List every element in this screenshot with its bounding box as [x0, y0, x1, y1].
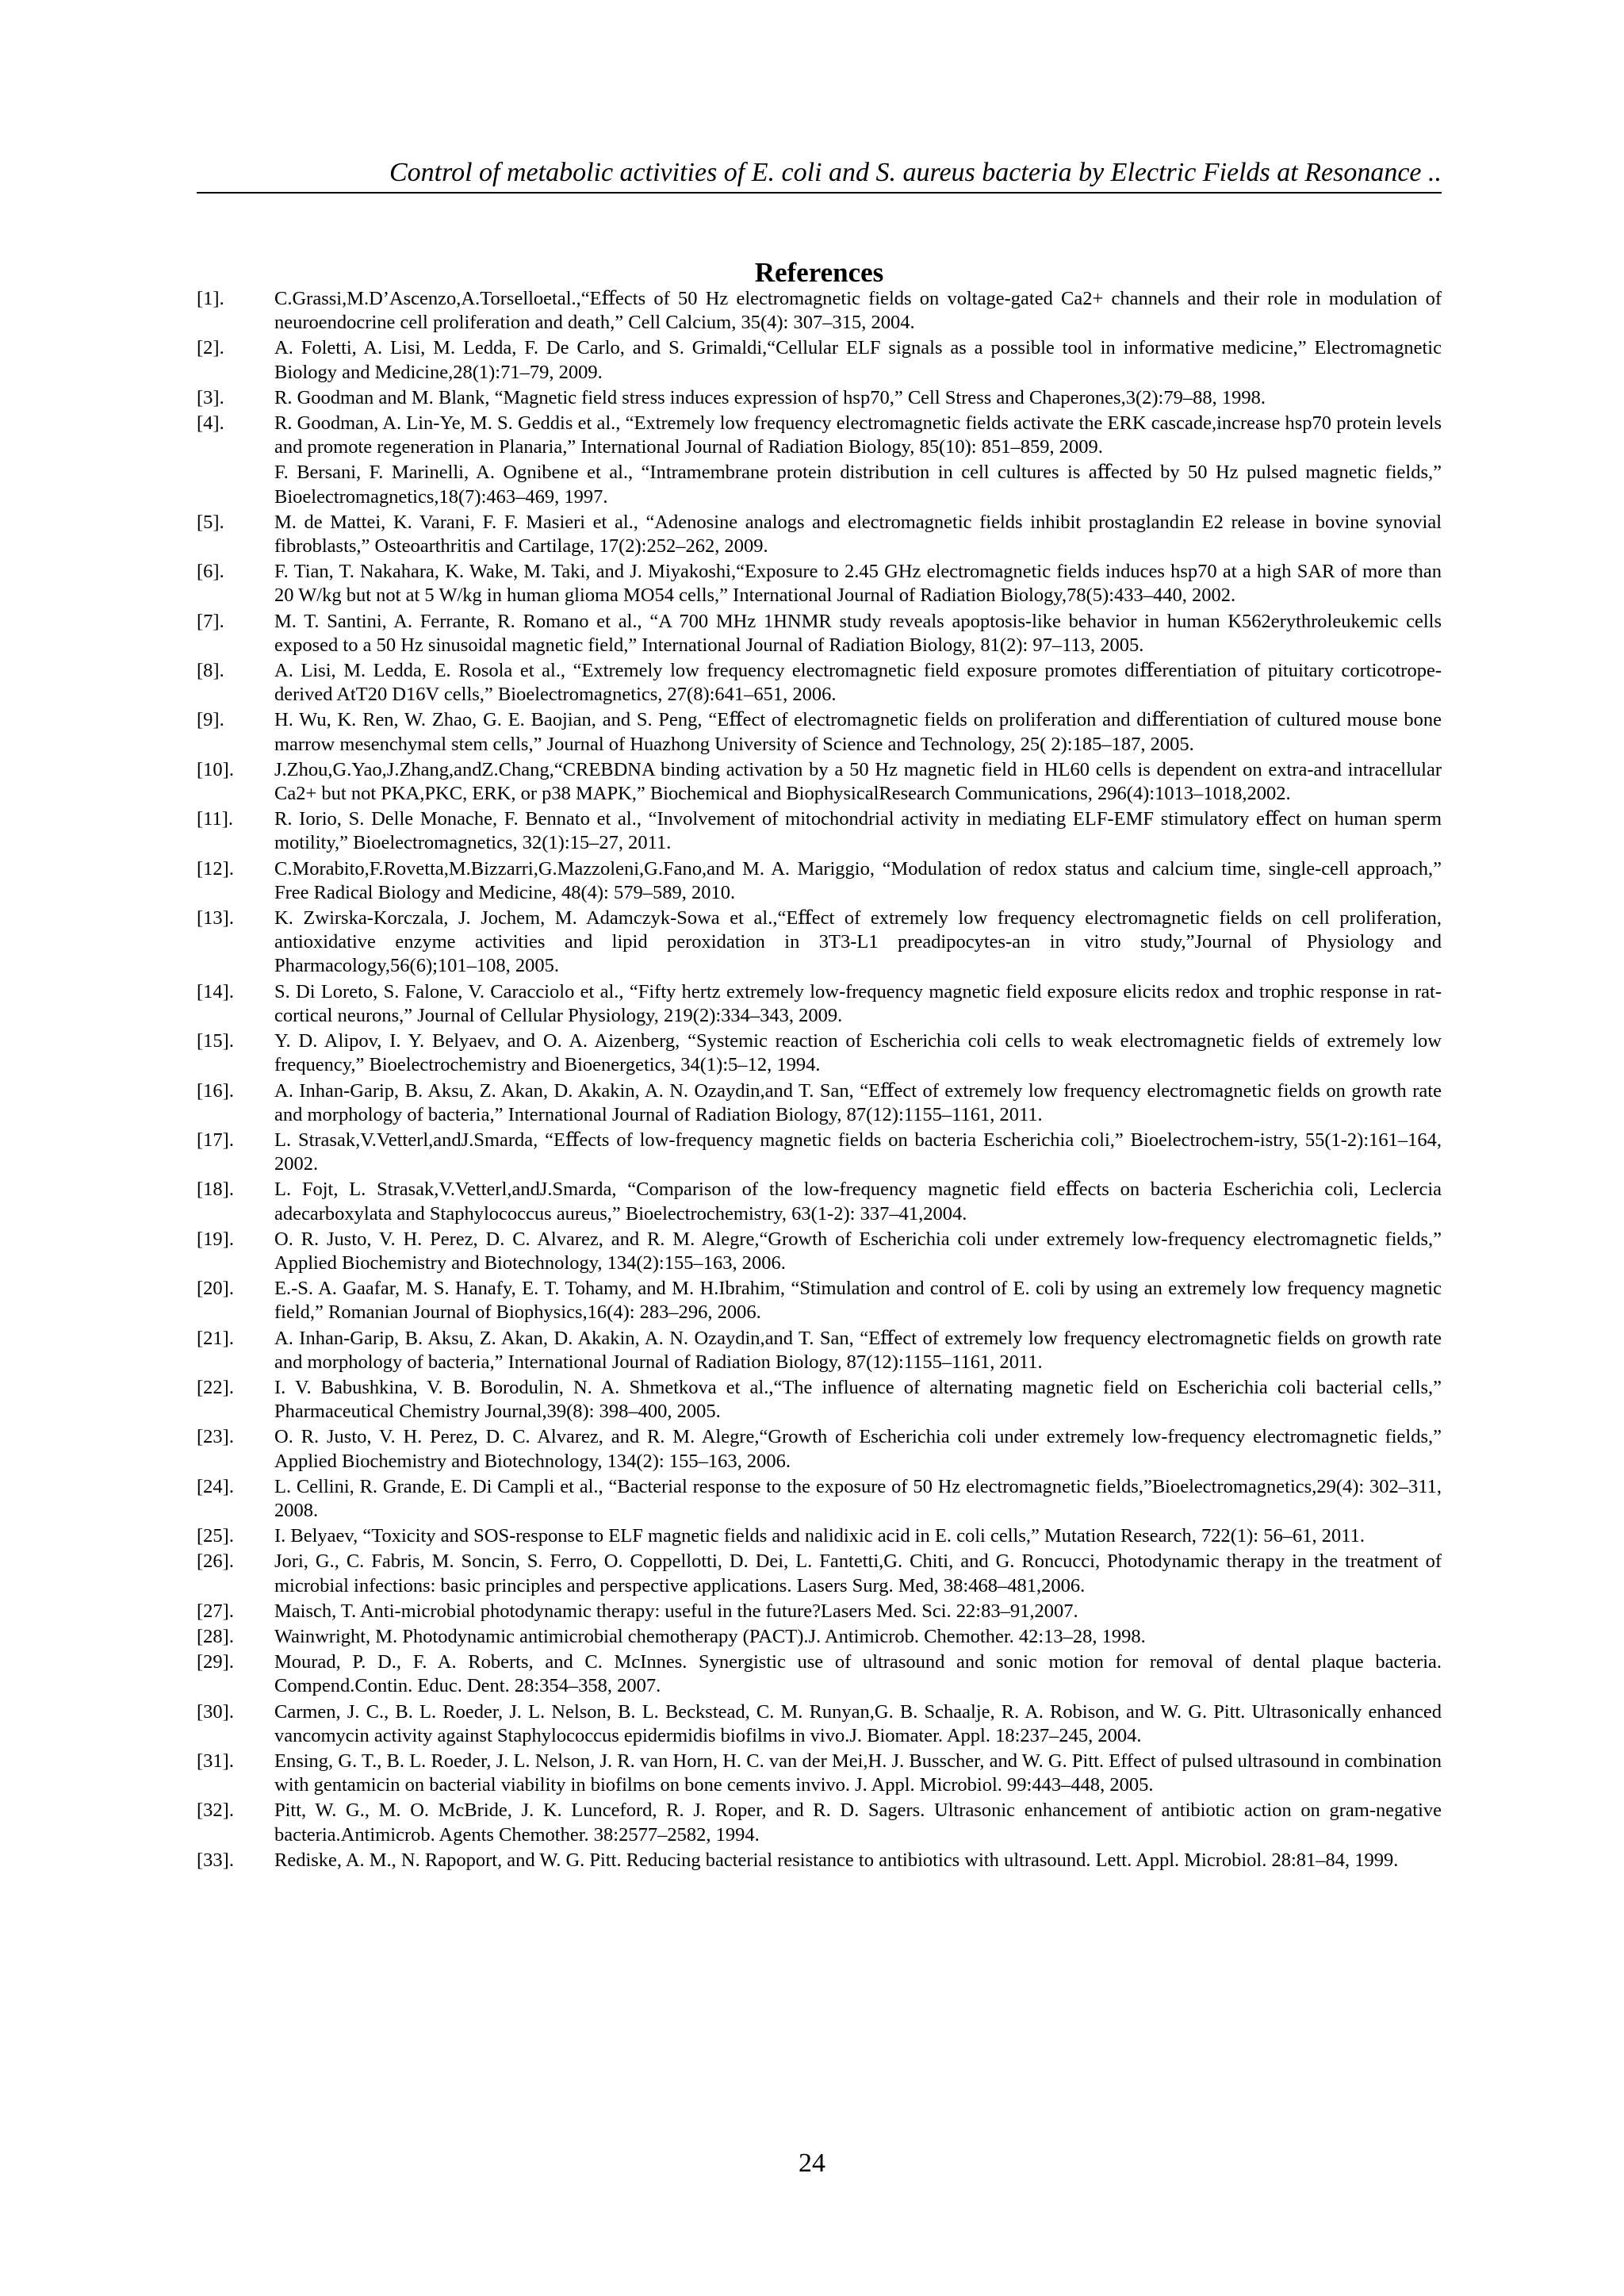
reference-item — [197, 1799, 1442, 1846]
reference-item — [197, 1277, 1442, 1324]
reference-number: [24]. — [197, 1475, 234, 1497]
reference-number: [2]. — [197, 337, 224, 359]
reference-text: C.Grassi,M.D’Ascenzo,A.Torselloetal.,“Eﬀects of 50 Hz electromagnetic fields on voltage-gated Ca2+ channels and their role in modulation of neuroendocrine cell proliferation and death,” Cell Calcium, 35(4): 307–315, 2004. — [274, 288, 1442, 334]
reference-item — [197, 1600, 1442, 1623]
reference-item — [197, 1029, 1442, 1077]
reference-item — [197, 1750, 1442, 1797]
reference-number: [23]. — [197, 1426, 234, 1448]
reference-text: A. Inhan-Garip, B. Aksu, Z. Akan, D. Akakin, A. N. Ozaydin,and T. San, “Eﬀect of extremely low frequency electromagnetic fields on growth rate and morphology of bacteria,” International Journal of Radiation Biology, 87(12):1155–1161, 2011. — [274, 1327, 1442, 1373]
reference-text: F. Bersani, F. Marinelli, A. Ognibene et al., “Intramembrane protein distribution in cell cultures is aﬀected by 50 Hz pulsed magnetic fields,” Bioelectromagnetics,18(7):463–469, 1997. — [274, 462, 1442, 508]
reference-number: [15]. — [197, 1030, 234, 1052]
reference-number: [8]. — [197, 660, 224, 682]
reference-text: A. Foletti, A. Lisi, M. Ledda, F. De Carlo, and S. Grimaldi,“Cellular ELF signals as a possible tool in informative medicine,” Electromagnetic Biology and Medicine,28(1):71–79, 2009. — [274, 337, 1442, 383]
reference-text: F. Tian, T. Nakahara, K. Wake, M. Taki, and J. Miyakoshi,“Exposure to 2.45 GHz electromagnetic fields induces hsp70 at a high SAR of more than 20 W/kg but not at 5 W/kg in human glioma MO54 cells,” International Journal of Radiation Biology,78(5):433–440, 2002. — [274, 561, 1442, 607]
reference-text: A. Lisi, M. Ledda, E. Rosola et al., “Extremely low frequency electromagnetic field exposure promotes diﬀerentiation of pituitary corticotrope-derived AtT20 D16V cells,” Bioelectromagnetics, 27(8):641–651, 2006. — [274, 660, 1442, 706]
reference-number: [33]. — [197, 1849, 234, 1871]
reference-item — [197, 1475, 1442, 1523]
reference-number: [11]. — [197, 808, 234, 830]
reference-number — [197, 461, 274, 508]
reference-item — [197, 1079, 1442, 1127]
reference-number: [1]. — [197, 288, 224, 309]
reference-text: K. Zwirska-Korczala, J. Jochem, M. Adamczyk-Sowa et al.,“Eﬀect of extremely low frequency electromagnetic fields on cell proliferation, antioxidative enzyme activities and lipid peroxidation in 3T3-L1 preadipocytes-an in vitro study,”Journal of Physiology and Pharmacology,56(6);101–108, 2005. — [274, 907, 1442, 977]
reference-item — [197, 560, 1442, 608]
page-number: 24 — [799, 2148, 825, 2178]
reference-text: S. Di Loreto, S. Falone, V. Caracciolo et al., “Fifty hertz extremely low-frequency magnetic field exposure elicits redox and trophic response in rat-cortical neurons,” Journal of Cellular Physiology, 219(2):334–343, 2009. — [274, 980, 1442, 1026]
reference-number: [18]. — [197, 1179, 234, 1201]
reference-text: M. de Mattei, K. Varani, F. F. Masieri et al., “Adenosine analogs and electromagnetic fields inhibit prostaglandin E2 release in bovine synovial fibroblasts,” Osteoarthritis and Cartilage, 17(2):252–262, 2009. — [274, 511, 1442, 558]
reference-number: [12]. — [197, 857, 234, 880]
reference-text: Mourad, P. D., F. A. Roberts, and C. McInnes. Synergistic use of ultrasound and sonic motion for removal of dental plaque bacteria. Compend.Contin. Educ. Dent. 28:354–358, 2007. — [274, 1651, 1442, 1697]
reference-text: Pitt, W. G., M. O. McBride, J. K. Lunceford, R. J. Roper, and R. D. Sagers. Ultrasonic enhancement of antibiotic action on gram-negative bacteria.Antimicrob. Agents Chemother. 38:2577–2582, 1994. — [274, 1800, 1442, 1846]
reference-item — [197, 758, 1442, 806]
reference-text: L. Fojt, L. Strasak,V.Vetterl,andJ.Smarda, “Comparison of the low-frequency magnetic field eﬀects on bacteria Escherichia coli, Leclercia adecarboxylata and Staphylococcus aureus,” Bioelectrochemistry, 63(1-2): 337–41,2004. — [274, 1179, 1442, 1225]
reference-item — [197, 1550, 1442, 1597]
running-header-title: Control of metabolic activities of E. coli and S. aureus bacteria by Electric Fields at Resonance .. — [389, 158, 1442, 187]
reference-text: M. T. Santini, A. Ferrante, R. Romano et al., “A 700 MHz 1HNMR study reveals apoptosis-like behavior in human K562erythroleukemic cells exposed to a 50 Hz sinusoidal magnetic field,” International Journal of Radiation Biology, 81(2): 97–113, 2005. — [274, 610, 1442, 656]
reference-item — [197, 1524, 1442, 1548]
reference-number: [4]. — [197, 412, 224, 435]
reference-item — [197, 461, 1442, 508]
reference-text: Rediske, A. M., N. Rapoport, and W. G. Pitt. Reducing bacterial resistance to antibiotics with ultrasound. Lett. Appl. Microbiol. 28:81–84, 1999. — [274, 1849, 1399, 1871]
reference-number: [9]. — [197, 709, 224, 731]
reference-text: A. Inhan-Garip, B. Aksu, Z. Akan, D. Akakin, A. N. Ozaydin,and T. San, “Eﬀect of extremely low frequency electromagnetic fields on growth rate and morphology of bacteria,” International Journal of Radiation Biology, 87(12):1155–1161, 2011. — [274, 1079, 1442, 1125]
reference-item — [197, 708, 1442, 756]
reference-item — [197, 907, 1442, 979]
reference-text: R. Iorio, S. Delle Monache, F. Bennato et al., “Involvement of mitochondrial activity in mediating ELF-EMF stimulatory eﬀect on human sperm motility,” Bioelectromagnetics, 32(1):15–27, 2011. — [274, 808, 1442, 854]
reference-number: [14]. — [197, 980, 234, 1002]
reference-number: [30]. — [197, 1700, 234, 1723]
reference-number: [7]. — [197, 610, 224, 632]
reference-text: Maisch, T. Anti-microbial photodynamic therapy: useful in the future?Lasers Med. Sci. 22:83–91,2007. — [274, 1600, 1078, 1622]
reference-list — [197, 287, 1442, 1874]
reference-number: [21]. — [197, 1327, 234, 1349]
reference-item — [197, 807, 1442, 855]
reference-number: [25]. — [197, 1525, 234, 1547]
reference-number: [5]. — [197, 511, 224, 533]
header-rule — [197, 192, 1442, 194]
reference-item — [197, 1129, 1442, 1176]
reference-item — [197, 336, 1442, 384]
reference-number: [32]. — [197, 1800, 234, 1822]
reference-item — [197, 1700, 1442, 1748]
reference-item — [197, 1376, 1442, 1424]
reference-item — [197, 1178, 1442, 1225]
reference-item — [197, 1228, 1442, 1275]
reference-text: Ensing, G. T., B. L. Roeder, J. L. Nelson, J. R. van Horn, H. C. van der Mei,H. J. Busscher, and W. G. Pitt. Effect of pulsed ultrasound in combination with gentamicin on bacterial viability in biofilms on bone cements invivo. J. Appl. Microbiol. 99:443–448, 2005. — [274, 1750, 1442, 1796]
reference-item — [197, 1849, 1442, 1872]
reference-item — [197, 511, 1442, 558]
reference-item — [197, 287, 1442, 335]
reference-number: [6]. — [197, 561, 224, 583]
reference-number: [10]. — [197, 758, 234, 780]
reference-number: [13]. — [197, 907, 234, 930]
reference-item — [197, 659, 1442, 707]
reference-number: [19]. — [197, 1228, 234, 1250]
reference-item — [197, 412, 1442, 459]
reference-item — [197, 857, 1442, 905]
reference-item — [197, 610, 1442, 657]
reference-item — [197, 980, 1442, 1028]
reference-item — [197, 1425, 1442, 1473]
reference-item — [197, 1625, 1442, 1649]
reference-text: L. Cellini, R. Grande, E. Di Campli et al., “Bacterial response to the exposure of 50 Hz electromagnetic fields,”Bioelectromagnetics,29(4): 302–311, 2008. — [274, 1475, 1442, 1521]
reference-text: Wainwright, M. Photodynamic antimicrobial chemotherapy (PACT).J. Antimicrob. Chemother. 42:13–28, 1998. — [274, 1625, 1146, 1647]
reference-text: Jori, G., C. Fabris, M. Soncin, S. Ferro, O. Coppellotti, D. Dei, L. Fantetti,G. Chiti, and G. Roncucci, Photodynamic therapy in the treatment of microbial infections: basic principles and perspective applications. Lasers Surg. Med, 38:468–481,2006. — [274, 1550, 1442, 1596]
reference-text: I. V. Babushkina, V. B. Borodulin, N. A. Shmetkova et al.,“The influence of alternating magnetic field on Escherichia coli bacterial cells,” Pharmaceutical Chemistry Journal,39(8): 398–400, 2005. — [274, 1376, 1442, 1423]
reference-number: [26]. — [197, 1550, 234, 1573]
reference-number: [3]. — [197, 386, 224, 408]
reference-text: R. Goodman, A. Lin-Ye, M. S. Geddis et al., “Extremely low frequency electromagnetic fields activate the ERK cascade,increase hsp70 protein levels and promote regeneration in Planaria,” International Journal of Radiation Biology, 85(10): 851–859, 2009. — [274, 412, 1442, 458]
reference-item — [197, 1327, 1442, 1374]
reference-text: C.Morabito,F.Rovetta,M.Bizzarri,G.Mazzoleni,G.Fano,and M. A. Mariggio, “Modulation of redox status and calcium time, single-cell approach,” Free Radical Biology and Medicine, 48(4): 579–589, 2010. — [274, 857, 1442, 903]
reference-item — [197, 1650, 1442, 1698]
reference-number: [29]. — [197, 1651, 234, 1673]
reference-item — [197, 386, 1442, 410]
reference-number: [27]. — [197, 1600, 234, 1622]
reference-number: [17]. — [197, 1129, 234, 1151]
references-heading: References — [754, 257, 884, 288]
reference-number: [22]. — [197, 1376, 234, 1398]
reference-number: [20]. — [197, 1278, 234, 1300]
reference-text: J.Zhou,G.Yao,J.Zhang,andZ.Chang,“CREBDNA binding activation by a 50 Hz magnetic field in HL60 cells is dependent on extra-and intracellular Ca2+ but not PKA,PKC, ERK, or p38 MAPK,” Biochemical and BiophysicalResearch Communications, 296(4):1013–1018,2002. — [274, 758, 1442, 805]
reference-number: [31]. — [197, 1750, 234, 1772]
reference-text: E.-S. A. Gaafar, M. S. Hanafy, E. T. Tohamy, and M. H.Ibrahim, “Stimulation and control of E. coli by using an extremely low frequency magnetic field,” Romanian Journal of Biophysics,16(4): 283–296, 2006. — [274, 1278, 1442, 1324]
reference-text: Y. D. Alipov, I. Y. Belyaev, and O. A. Aizenberg, “Systemic reaction of Escherichia coli cells to weak electromagnetic fields of extremely low frequency,” Bioelectrochemistry and Bioenergetics, 34(1):5–12, 1994. — [274, 1030, 1442, 1076]
reference-text: Carmen, J. C., B. L. Roeder, J. L. Nelson, B. L. Beckstead, C. M. Runyan,G. B. Schaalje, R. A. Robison, and W. G. Pitt. Ultrasonically enhanced vancomycin activity against Staphylococcus epidermidis biofilms in vivo.J. Biomater. Appl. 18:237–245, 2004. — [274, 1700, 1442, 1746]
reference-text: O. R. Justo, V. H. Perez, D. C. Alvarez, and R. M. Alegre,“Growth of Escherichia coli under extremely low-frequency electromagnetic fields,” Applied Biochemistry and Biotechnology, 134(2): 155–163, 2006. — [274, 1426, 1442, 1472]
reference-number: [28]. — [197, 1625, 234, 1647]
reference-text: R. Goodman and M. Blank, “Magnetic field stress induces expression of hsp70,” Cell Stress and Chaperones,3(2):79–88, 1998. — [274, 386, 1266, 408]
reference-text: H. Wu, K. Ren, W. Zhao, G. E. Baojian, and S. Peng, “Eﬀect of electromagnetic fields on proliferation and diﬀerentiation of cultured mouse bone marrow mesenchymal stem cells,” Journal of Huazhong University of Science and Technology, 25( 2):185–187, 2005. — [274, 709, 1442, 755]
reference-text: I. Belyaev, “Toxicity and SOS-response to ELF magnetic fields and nalidixic acid in E. coli cells,” Mutation Research, 722(1): 56–61, 2011. — [274, 1525, 1365, 1547]
reference-text: O. R. Justo, V. H. Perez, D. C. Alvarez, and R. M. Alegre,“Growth of Escherichia coli under extremely low-frequency electromagnetic fields,” Applied Biochemistry and Biotechnology, 134(2):155–163, 2006. — [274, 1228, 1442, 1274]
reference-text: L. Strasak,V.Vetterl,andJ.Smarda, “Eﬀects of low-frequency magnetic fields on bacteria Escherichia coli,” Bioelectrochem-istry, 55(1-2):161–164, 2002. — [274, 1129, 1442, 1175]
reference-number: [16]. — [197, 1079, 234, 1102]
